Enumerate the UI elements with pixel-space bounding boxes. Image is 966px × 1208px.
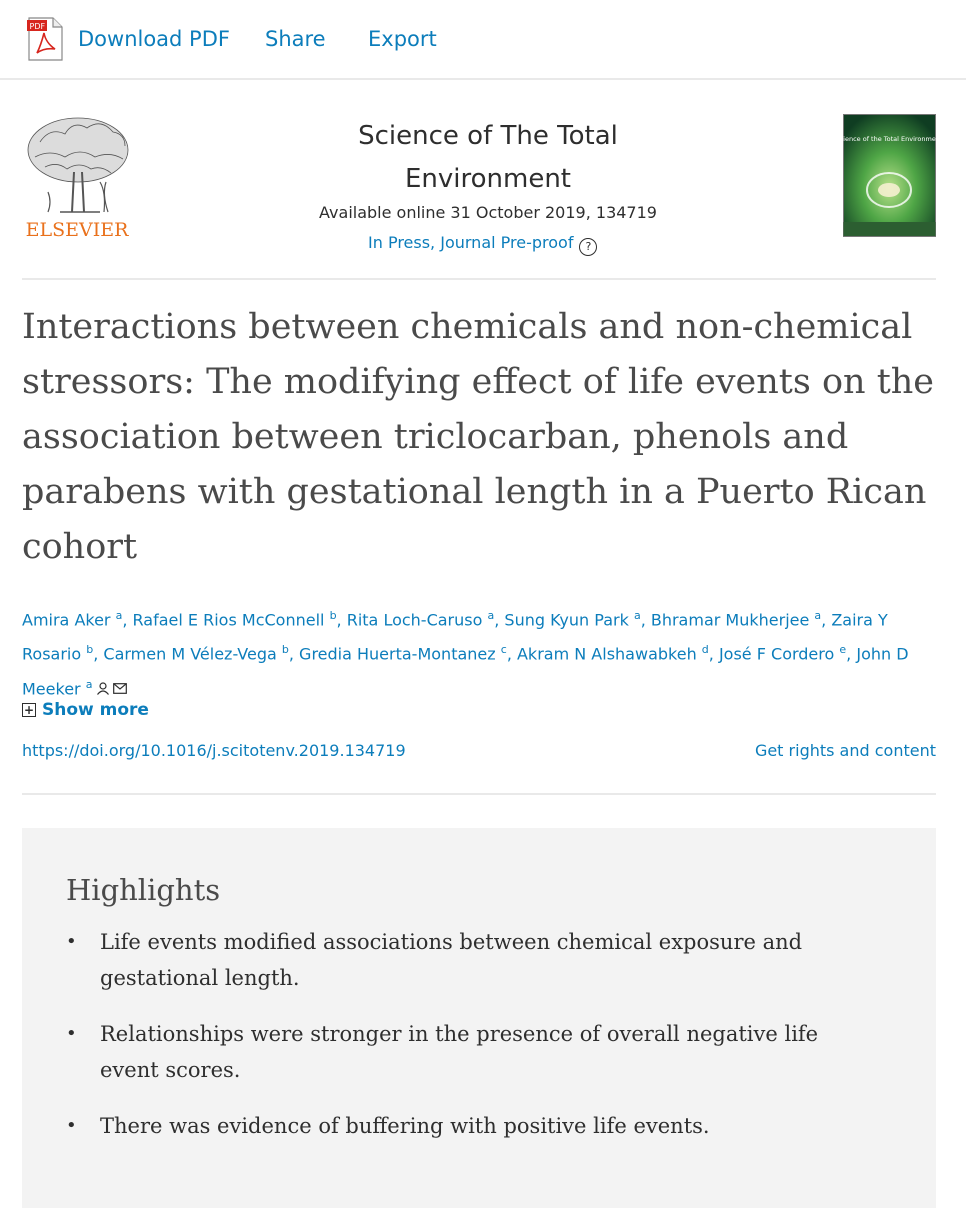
author-link[interactable]: John D Meeker [22, 644, 909, 698]
journal-title[interactable]: Science of The Total Environment [358, 121, 618, 194]
doi-link[interactable]: https://doi.org/10.1016/j.scitotenv.2019.134719 [22, 741, 406, 760]
rights-content-link[interactable]: Get rights and content [754, 741, 936, 760]
help-icon[interactable]: ? [579, 238, 597, 256]
author-link[interactable]: Zaira Y Rosario [22, 610, 888, 664]
affiliation-marker[interactable]: a [115, 609, 123, 622]
affiliation-marker[interactable]: a [814, 609, 822, 622]
show-more-label: Show more [42, 700, 149, 720]
author-link[interactable]: Rita Loch-Caruso [346, 610, 483, 630]
affiliation-marker[interactable]: b [329, 609, 337, 622]
cover-journal-title: Science of the Total Environment [835, 135, 943, 143]
header-divider [22, 278, 936, 280]
publication-status [368, 233, 597, 256]
share-button[interactable]: Share [265, 27, 326, 51]
show-more-button[interactable] [22, 700, 149, 720]
highlight-item: • Life events modified associations between chemical exposure and gestational length. [66, 924, 866, 996]
pdf-file-icon[interactable] [27, 17, 63, 61]
highlights-title: Highlights [66, 873, 221, 907]
author-link[interactable]: Sung Kyun Park [504, 610, 629, 630]
affiliation-marker[interactable]: a [85, 677, 93, 691]
in-press-link[interactable]: In Press, Journal Pre-proof [368, 233, 574, 252]
author-link[interactable]: Amira Aker [22, 610, 111, 630]
affiliation-marker[interactable]: a [487, 609, 495, 622]
elsevier-wordmark: ELSEVIER [25, 219, 129, 241]
download-pdf-button[interactable]: Download PDF [78, 27, 230, 51]
article-info-divider [22, 793, 936, 795]
article-title: Interactions between chemicals and non-chemical stressors: The modifying effect of life events on the association between triclocarban, phenols and parabens with gestational length in a Puerto Rican cohort [22, 307, 935, 567]
affiliation-marker[interactable]: b [86, 643, 94, 657]
author-link[interactable]: Bhramar Mukherjee [650, 610, 810, 630]
author-link[interactable]: Gredia Huerta-Montanez [299, 644, 496, 664]
affiliation-marker[interactable]: d [701, 643, 709, 657]
affiliation-marker[interactable]: a [633, 609, 641, 622]
email-icon[interactable] [113, 683, 127, 694]
highlights-list [66, 924, 866, 1164]
export-button[interactable]: Export [368, 27, 437, 51]
author-list: Amira Aker $^a$, Rafael E Rios McConnell $^b$, Rita Loch-Caruso $^a$, Sung Kyun Park $^a$, Bhramar Mukherjee $^a$, Zaira Y Rosario $^b$, Carmen M Vélez-Vega $^b$, Gredia Huerta-Montanez $^c$, Akram N Alshawabkeh $^d$, José F Cordero $^e$, John D Meeker $^a$ [22, 609, 909, 698]
available-online: Available online 31 October 2019, 134719 [319, 203, 657, 222]
affiliation-marker[interactable]: c [500, 643, 507, 657]
author-link[interactable]: Akram N Alshawabkeh [516, 644, 697, 664]
article-toolbar [0, 0, 966, 80]
pdf-icon-label: PDF [29, 22, 46, 31]
affiliation-marker[interactable]: e [839, 643, 847, 657]
author-link[interactable]: Rafael E Rios McConnell [132, 610, 325, 630]
highlight-item: • There was evidence of buffering with positive life events. [66, 1108, 866, 1144]
highlight-item: • Relationships were stronger in the presence of overall negative life event scores. [66, 1016, 866, 1088]
journal-cover-thumbnail[interactable] [835, 114, 943, 237]
elsevier-tree-logo[interactable] [20, 112, 135, 242]
author-link[interactable]: Carmen M Vélez-Vega [103, 644, 277, 664]
affiliation-marker[interactable]: b [281, 643, 289, 657]
corresponding-author-icon[interactable] [96, 682, 110, 695]
author-link[interactable]: José F Cordero [718, 644, 835, 664]
expand-plus-icon: + [23, 703, 35, 717]
highlights-section [22, 828, 936, 1208]
